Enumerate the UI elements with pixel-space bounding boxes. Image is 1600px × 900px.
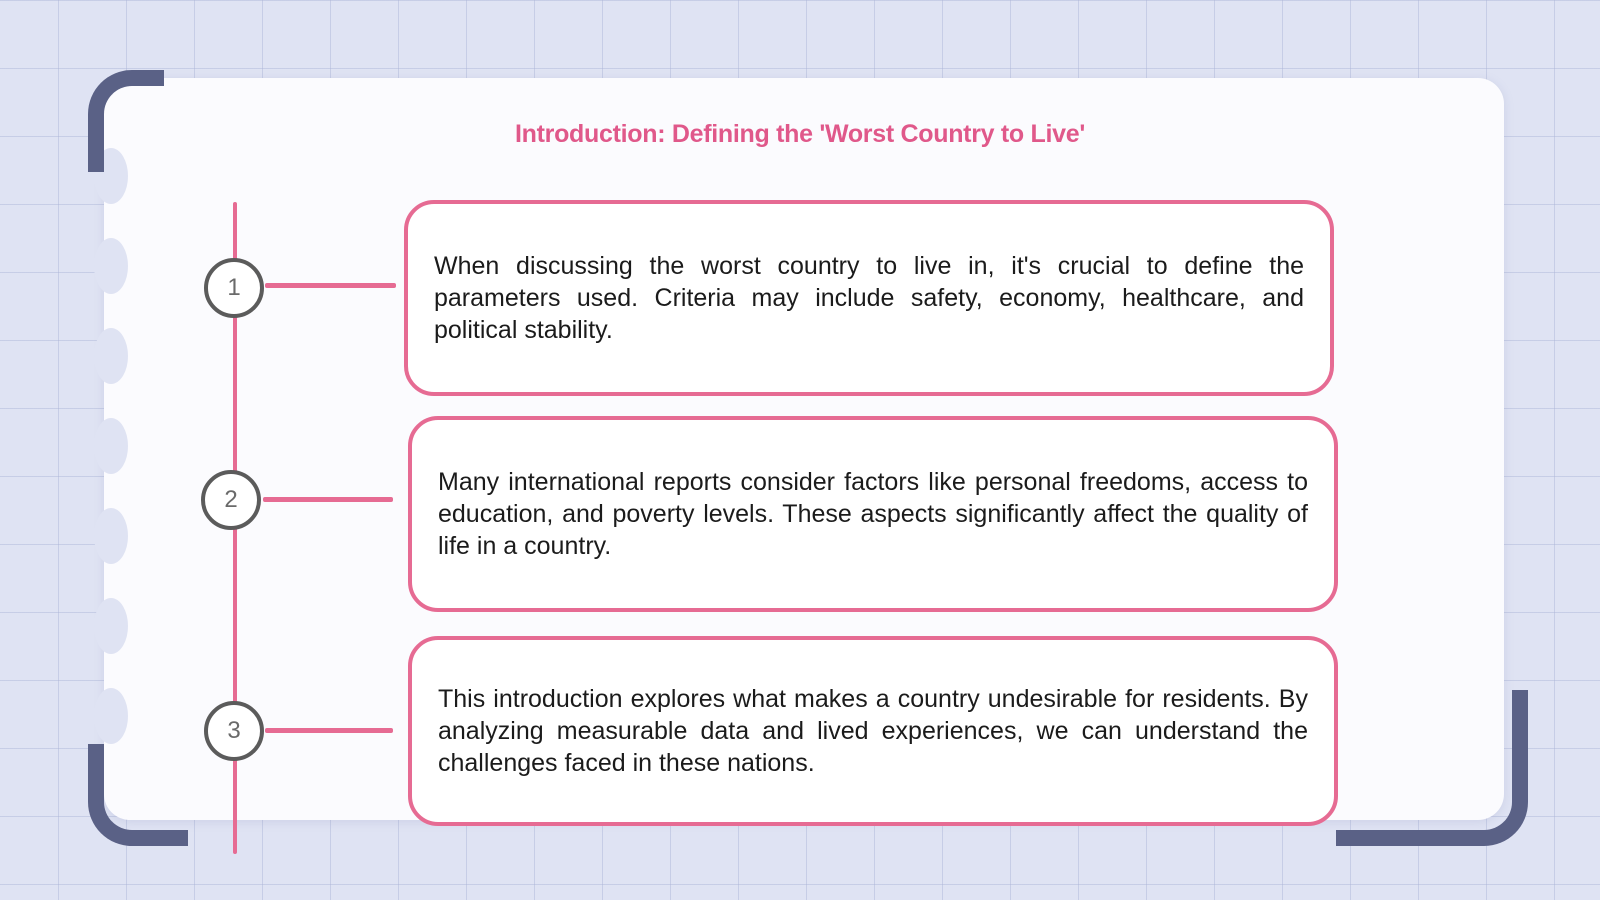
content-text-2: Many international reports consider factors like personal freedoms, access to education, and poverty levels. These aspects significantly affect the quality of life in a country. [438,468,1308,560]
timeline-node-1: 1 [204,258,264,318]
content-box-2 [408,416,1338,612]
timeline-connector [265,283,396,288]
slide-title: Introduction: Defining the 'Worst Country to Live' [515,120,1085,148]
corner-bracket-top-left [88,70,164,172]
corner-bracket-bottom-right [1336,690,1528,846]
timeline-node-3: 3 [204,701,264,761]
content-box-3 [408,636,1338,826]
content-text-3: This introduction explores what makes a country undesirable for residents. By analyzing measurable data and lived experiences, we can understand the challenges faced in these nations. [438,685,1308,777]
scallop-decoration [94,418,128,474]
scallop-decoration [94,238,128,294]
scallop-decoration [94,508,128,564]
scallop-decoration [94,688,128,744]
timeline-connector [263,497,393,502]
content-box-1 [404,200,1334,396]
content-text-1: When discussing the worst country to live in, it's crucial to define the parameters used. Criteria may include safety, economy, healthcare, and political stability. [434,252,1304,344]
corner-bracket-bottom-left [88,744,188,846]
timeline-connector [265,728,393,733]
scallop-decoration [94,328,128,384]
timeline-node-2: 2 [201,470,261,530]
scallop-decoration [94,598,128,654]
